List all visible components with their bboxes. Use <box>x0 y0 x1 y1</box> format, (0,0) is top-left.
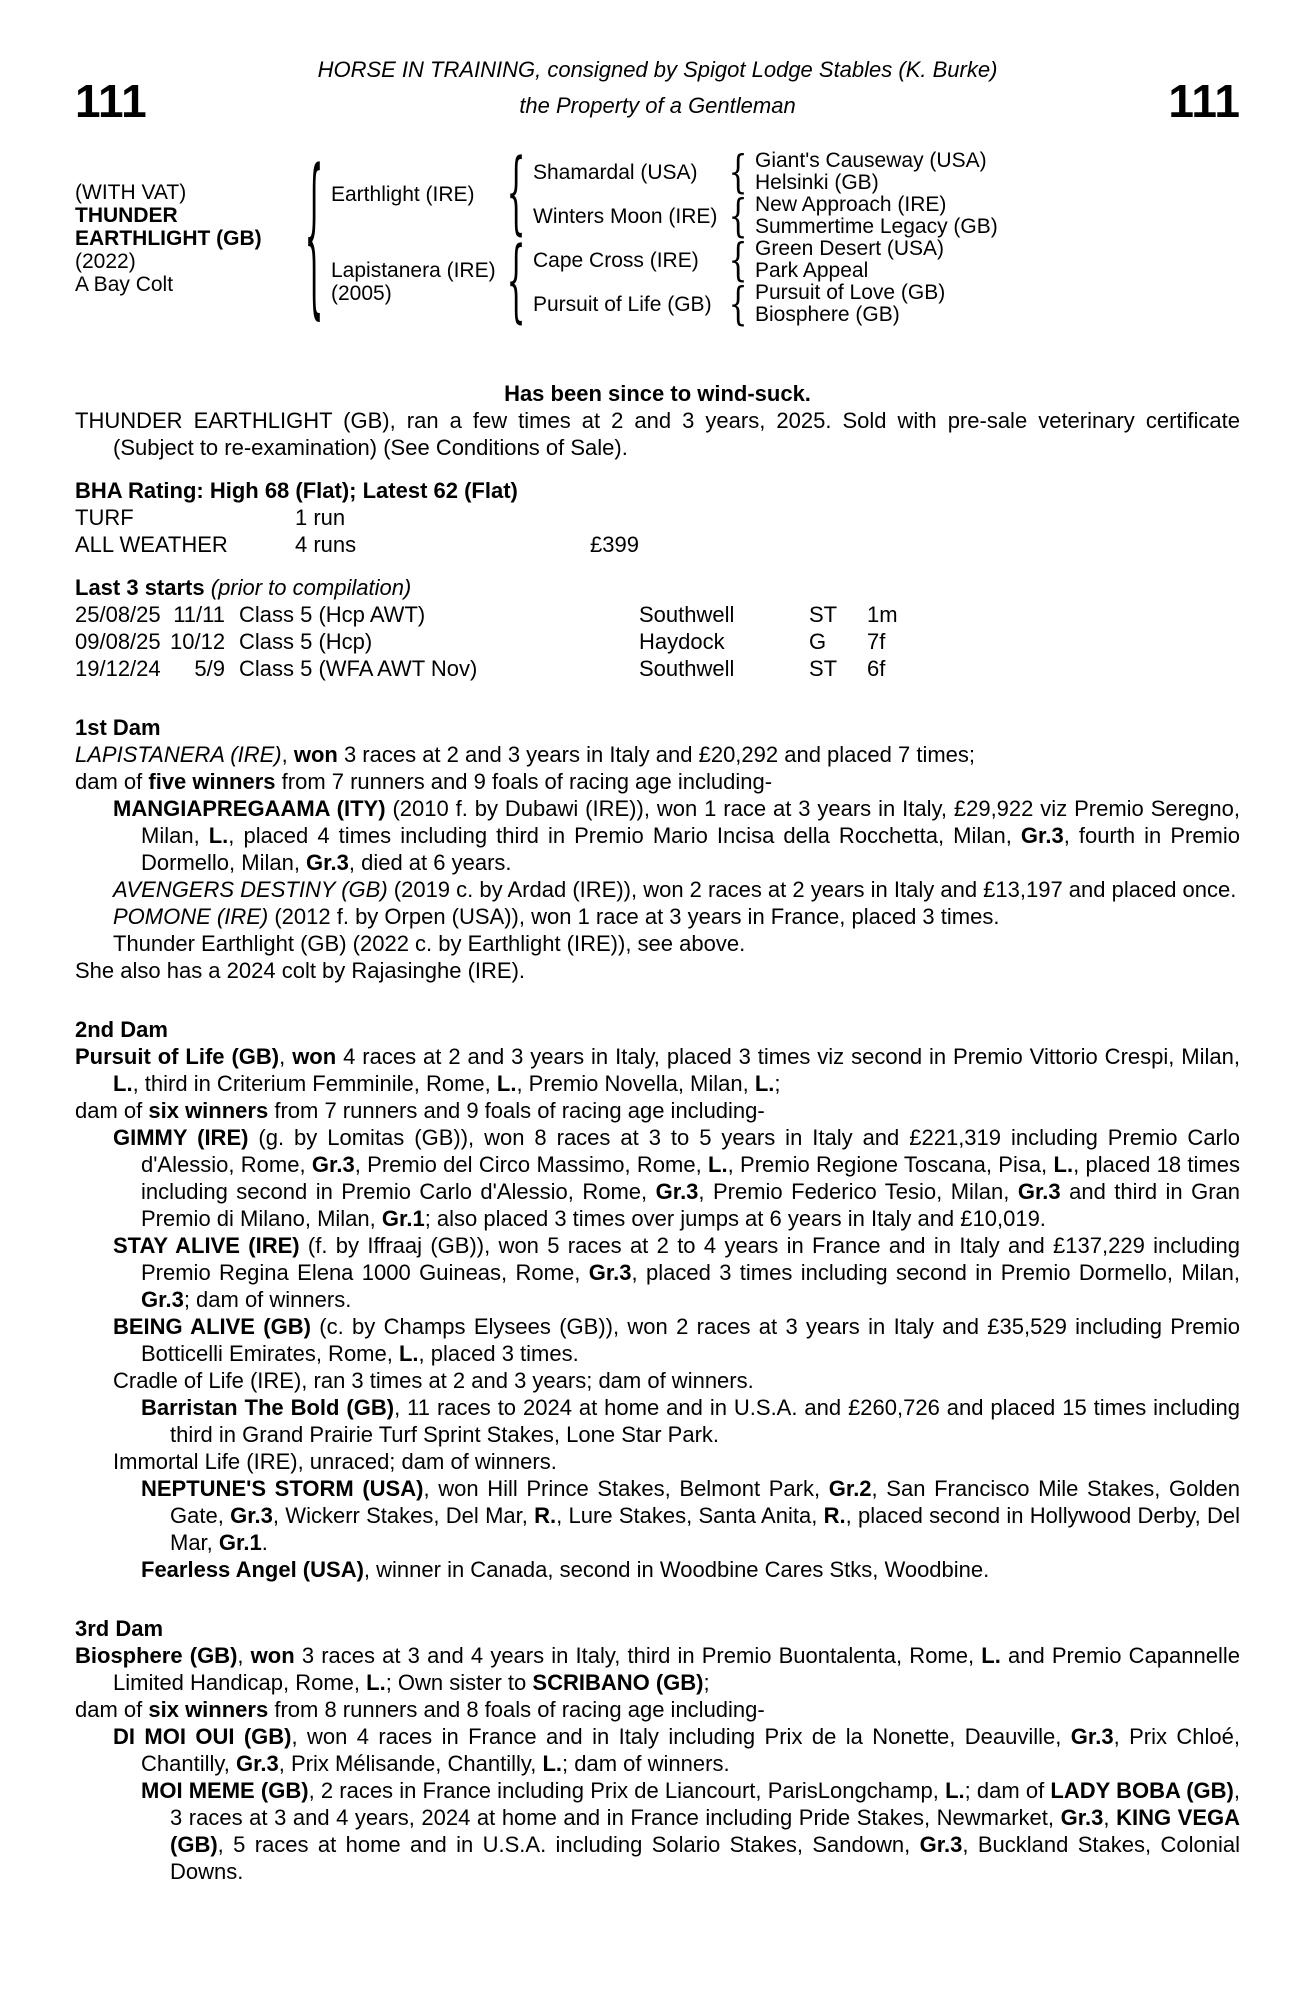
dam-sections <box>75 714 1240 1885</box>
gen3-units <box>533 145 998 243</box>
wind-suck-notice: Has been since to wind-suck. <box>504 381 811 406</box>
pedigree-paragraph: GIMMY (IRE) (g. by Lomitas (GB)), won 8 races at 3 to 5 years in Italy and £221,319 including Premio Carlo d'Alessio, Rome, Gr.3, Premio del Circo Massimo, Rome, L., Premio Regione Toscana, Pisa, L., placed 18 times including second in Premio Carlo d'Alessio, Rome, Gr.3, Premio Federico Tesio, Milan, Gr.3 and third in Gran Premio di Milano, Milan, Gr.1; also placed 3 times over jumps at 6 years in Italy and £10,019. <box>113 1125 1241 1231</box>
start-position: 11/11 <box>173 602 225 627</box>
grandparent-name: Cape Cross (IRE) <box>533 248 699 272</box>
start-going: ST <box>809 602 838 627</box>
start-distance: 1m <box>867 602 898 627</box>
start-class: Class 5 (WFA AWT Nov) <box>239 656 478 681</box>
subject-block <box>75 181 297 296</box>
pedigree-paragraph: Cradle of Life (IRE), ran 3 times at 2 and 3 years; dam of winners. <box>113 1368 754 1393</box>
last3-heading <box>75 574 1240 601</box>
vat-note: (WITH VAT) <box>75 180 187 204</box>
intro-paragraph: THUNDER EARTHLIGHT (GB), ran a few times at 2 and 3 years, 2025. Sold with pre-sale veterinary certificate (Subject to re-examination) (See Conditions of Sale). <box>75 408 1240 460</box>
earnings-value <box>590 504 1240 531</box>
pedigree-brace: { <box>506 229 526 335</box>
pedigree-paragraph: MOI MEME (GB), 2 races in France including Prix de Liancourt, ParisLongchamp, L.; dam of LADY BOBA (GB), 3 races at 3 and 4 years, 2024 at home and in France including Pride Stakes, Newmarket, Gr.3, KING VEGA (GB), 5 races at home and in U.S.A. including Solario Stakes, Sandown, Gr.3, Buckland Stakes, Colonial Downs. <box>141 1778 1241 1884</box>
great-grandparent-name: Summertime Legacy (GB) <box>755 215 998 238</box>
start-distance: 7f <box>867 629 886 654</box>
pedigree-brace-main: { <box>304 136 324 340</box>
great-grandparent-name: Helsinki (GB) <box>755 171 879 194</box>
great-grandparent-name: Giant's Causeway (USA) <box>755 149 987 172</box>
pedigree-paragraph: She also has a 2024 colt by Rajasinghe (IRE). <box>75 958 526 983</box>
pedigree-brace: { <box>728 189 748 243</box>
subject-description: A Bay Colt <box>75 272 174 296</box>
dam-heading: 3rd Dam <box>75 1616 164 1641</box>
pedigree-paragraph: Immortal Life (IRE), unraced; dam of winners. <box>113 1449 557 1474</box>
lot-number-right: 111 <box>1168 75 1240 127</box>
pedigree-paragraph: Barristan The Bold (GB), 11 races to 2024 at home and in U.S.A. and £260,726 and placed 15 times including third in Grand Prairie Turf Sprint Stakes, Lone Star Park. <box>141 1395 1240 1447</box>
pedigree-unit <box>533 233 945 287</box>
pedigree-table <box>75 136 1240 340</box>
bha-rating-line: BHA Rating: High 68 (Flat); Latest 62 (Flat) <box>75 478 518 503</box>
last3-rows <box>75 601 1240 682</box>
pedigree-paragraph: dam of six winners from 7 runners and 9 foals of racing age including- <box>75 1098 765 1123</box>
spacer <box>225 601 239 628</box>
pedigree-paragraph: DI MOI OUI (GB), won 4 races in France and in Italy including Prix de la Nonette, Deauville, Gr.3, Prix Chloé, Chantilly, Gr.3, Prix Mélisande, Chantilly, L.; dam of winners. <box>113 1724 1240 1776</box>
start-date: 25/08/25 <box>75 602 161 627</box>
pedigree-paragraph: Biosphere (GB), won 3 races at 3 and 4 years in Italy, third in Premio Buontalenta, Rome, L. and Premio Capannelle Limited Handicap, Rome, L.; Own sister to SCRIBANO (GB); <box>75 1643 1240 1695</box>
great-grandparent-name: Green Desert (USA) <box>755 237 945 260</box>
start-going: G <box>809 629 827 654</box>
dam-heading: 1st Dam <box>75 715 161 740</box>
dam-section-2 <box>75 1016 1240 1583</box>
dam-heading: 2nd Dam <box>75 1017 168 1042</box>
pedigree-brace: { <box>728 277 748 331</box>
start-position: 5/9 <box>194 656 225 681</box>
pedigree-paragraph: LAPISTANERA (IRE), won 3 races at 2 and 3 years in Italy and £20,292 and placed 7 times; <box>75 742 976 767</box>
start-row <box>75 601 1240 628</box>
start-distance: 6f <box>867 656 886 681</box>
earnings-value: £399 <box>590 532 639 557</box>
pedigree-unit <box>533 277 946 331</box>
property-line: the Property of a Gentleman <box>519 93 796 118</box>
sire-name <box>331 183 499 206</box>
race-record-row <box>75 504 1240 531</box>
great-grandparent-name: Park Appeal <box>755 259 869 282</box>
pedigree-paragraph: dam of five winners from 7 runners and 9 foals of racing age including- <box>75 769 773 794</box>
start-date: 09/08/25 <box>75 629 161 654</box>
great-grandparents <box>755 282 945 326</box>
last3-subtitle: (prior to compilation) <box>204 575 412 600</box>
pedigree-paragraph: Pursuit of Life (GB), won 4 races at 2 and 3 years in Italy, placed 3 times viz second in Premio Vittorio Crespi, Milan, L., third in Criterium Femminile, Rome, L., Premio Novella, Milan, L.; <box>75 1044 1240 1096</box>
ancestor-name: Earthlight (IRE) <box>331 182 475 206</box>
pedigree-paragraph: POMONE (IRE) (2012 f. by Orpen (USA)), won 1 race at 3 years in France, placed 3 times. <box>113 904 1000 929</box>
start-course: Southwell <box>639 602 735 627</box>
race-record-row <box>75 531 1240 558</box>
pedigree-paragraph: BEING ALIVE (GB) (c. by Champs Elysees (GB)), won 2 races at 3 years in Italy and £35,529 including Premio Botticelli Emirates, Rome, L., placed 3 times. <box>113 1314 1240 1366</box>
runs-value: 1 run <box>295 505 346 530</box>
start-class: Class 5 (Hcp) <box>239 629 373 654</box>
great-grandparents <box>755 150 987 194</box>
race-record-rows <box>75 504 1240 558</box>
pedigree-paragraph: Thunder Earthlight (GB) (2022 c. by Earthlight (IRE)), see above. <box>113 931 746 956</box>
runs-value: 4 runs <box>295 532 357 557</box>
race-record-block <box>75 477 1240 558</box>
ancestor-year: (2005) <box>331 282 392 305</box>
ancestor-name: Lapistanera (IRE) <box>331 259 496 282</box>
start-class: Class 5 (Hcp AWT) <box>239 602 426 627</box>
great-grandparents <box>755 194 998 238</box>
subject-name-line1: THUNDER <box>75 203 178 227</box>
dam-name <box>331 259 499 305</box>
pedigree-brace: { <box>728 145 748 199</box>
last3-title: Last 3 starts <box>75 575 205 600</box>
pedigree-paragraph: AVENGERS DESTINY (GB) (2019 c. by Ardad (IRE)), won 2 races at 2 years in Italy and £13,197 and placed once. <box>113 877 1237 902</box>
page-header <box>75 52 1240 127</box>
dam-section-3 <box>75 1615 1240 1885</box>
lot-number-left: 111 <box>75 75 147 127</box>
start-course: Haydock <box>639 629 725 654</box>
dam-half <box>331 229 998 335</box>
start-going: ST <box>809 656 838 681</box>
start-course: Southwell <box>639 656 735 681</box>
subject-name-line2: EARTHLIGHT (GB) <box>75 226 262 250</box>
surface-label: TURF <box>75 505 134 530</box>
start-row <box>75 628 1240 655</box>
pedigree-paragraph: NEPTUNE'S STORM (USA), won Hill Prince Stakes, Belmont Park, Gr.2, San Francisco Mile Stakes, Golden Gate, Gr.3, Wickerr Stakes, Del Mar, R., Lure Stakes, Santa Anita, R., placed second in Hollywood Derby, Del Mar, Gr.1. <box>141 1476 1240 1555</box>
pedigree-unit <box>533 145 998 199</box>
grandparent-name: Shamardal (USA) <box>533 160 698 184</box>
pedigree-generations <box>331 141 998 335</box>
sire-half <box>331 141 998 247</box>
grandparent-name: Pursuit of Life (GB) <box>533 292 712 316</box>
gen3-units <box>533 233 946 331</box>
start-position: 10/12 <box>170 629 226 654</box>
spacer <box>225 628 239 655</box>
great-grandparent-name: Biosphere (GB) <box>755 303 900 326</box>
dam-section-1 <box>75 714 1240 984</box>
pedigree-paragraph: dam of six winners from 8 runners and 8 foals of racing age including- <box>75 1697 765 1722</box>
start-date: 19/12/24 <box>75 656 161 681</box>
great-grandparent-name: New Approach (IRE) <box>755 193 947 216</box>
pedigree-paragraph: Fearless Angel (USA), winner in Canada, second in Woodbine Cares Stks, Woodbine. <box>141 1557 990 1582</box>
pedigree-paragraph: MANGIAPREGAAMA (ITY) (2010 f. by Dubawi (IRE)), won 1 race at 3 years in Italy, £29,922 viz Premio Seregno, Milan, L., placed 4 times including third in Premio Mario Incisa della Rocchetta, Milan, Gr.3, fourth in Premio Dormello, Milan, Gr.3, died at 6 years. <box>113 796 1240 875</box>
surface-label: ALL WEATHER <box>75 532 228 557</box>
start-row <box>75 655 1240 682</box>
great-grandparent-name: Pursuit of Love (GB) <box>755 281 946 304</box>
pedigree-paragraph: STAY ALIVE (IRE) (f. by Iffraaj (GB)), won 5 races at 2 to 4 years in France and in Italy and £137,229 including Premio Regina Elena 1000 Guineas, Rome, Gr.3, placed 3 times including second in Premio Dormello, Milan, Gr.3; dam of winners. <box>113 1233 1241 1312</box>
great-grandparents <box>755 238 944 282</box>
pedigree-brace: { <box>506 141 526 247</box>
grandparent-name: Winters Moon (IRE) <box>533 204 718 228</box>
consignor-line: HORSE IN TRAINING, consigned by Spigot Lodge Stables (K. Burke) <box>317 57 998 82</box>
spacer <box>225 655 239 682</box>
last3-starts-block <box>75 574 1240 682</box>
pedigree-brace: { <box>728 233 748 287</box>
subject-year: (2022) <box>75 249 136 273</box>
pedigree-unit <box>533 189 998 243</box>
